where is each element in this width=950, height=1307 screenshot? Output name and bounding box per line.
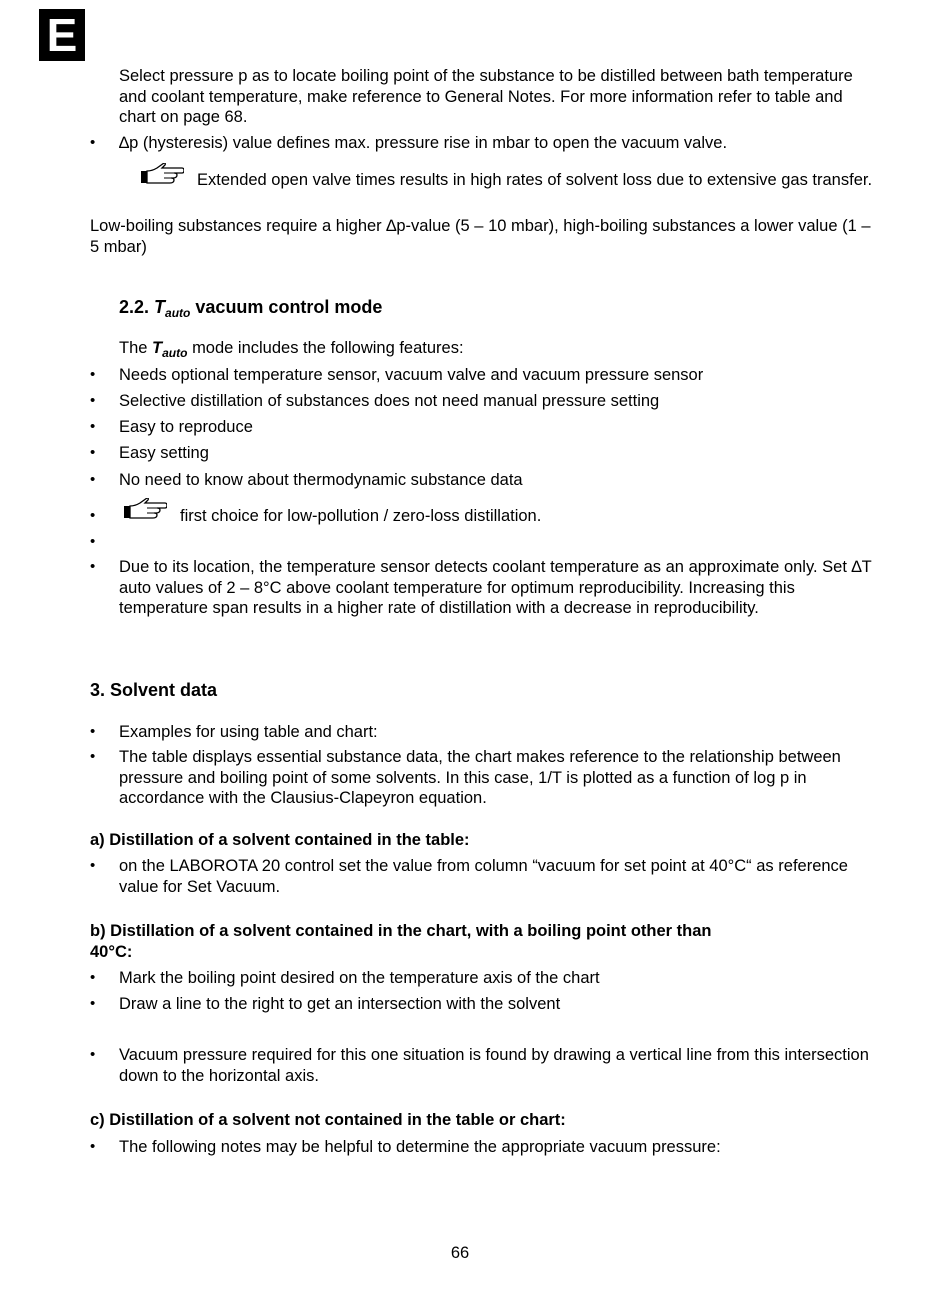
bullet-dot: • xyxy=(90,366,96,383)
heading-number: 2.2. xyxy=(119,297,150,317)
pointing-hand-icon xyxy=(140,163,190,187)
section-2-2-heading xyxy=(119,297,819,324)
heading-sub: auto xyxy=(165,306,191,320)
subsection-a-text: on the LABOROTA 20 control set the value from column “vacuum for set point at 40°C“ as reference value for Set Vacuum. xyxy=(119,857,848,896)
subsection-b-text: Vacuum pressure required for this one situation is found by drawing a vertical line from this intersection down to the horizontal axis. xyxy=(119,1046,869,1085)
solvent-bullet-text: The table displays essential substance data, the chart makes reference to the relationship between pressure and boiling point of some solvents. In this case, 1/T is plotted as a function of log p in accordance with the Clausius-Clapeyron equation. xyxy=(119,748,841,807)
list-item xyxy=(90,391,880,412)
list-item xyxy=(90,470,880,491)
list-item xyxy=(90,856,880,898)
list-item xyxy=(90,1045,880,1087)
bullet-dot: • xyxy=(90,134,96,151)
page-number: 66 xyxy=(450,1244,470,1262)
bullet-dot: • xyxy=(90,558,96,575)
subsection-c-text: The following notes may be helpful to determine the appropriate vacuum pressure: xyxy=(119,1138,721,1156)
list-item xyxy=(90,365,880,386)
location-note-text: Due to its location, the temperature sensor detects coolant temperature as an approximate only. Set ∆T auto values of 2 – 8°C above coolant temperature for optimum reproducibility. Increasing this temperature span results in a higher rate of distillation with a decrease in reproducibility. xyxy=(119,558,872,617)
feature-text: Selective distillation of substances does not need manual pressure setting xyxy=(119,392,660,410)
list-item xyxy=(90,747,880,810)
first-choice-text: first choice for low-pollution / zero-loss distillation. xyxy=(180,507,542,525)
subsection-a-heading: a) Distillation of a solvent contained in the table: xyxy=(90,831,470,849)
subsection-b-heading: b) Distillation of a solvent contained in the chart, with a boiling point other than 40°C: xyxy=(90,922,712,961)
intro-T: T xyxy=(152,339,163,357)
hysteresis-text: ∆p (hysteresis) value defines max. pressure rise in mbar to open the vacuum valve. xyxy=(119,134,728,152)
section-3-heading: 3. Solvent data xyxy=(90,680,218,700)
intro-rest: mode includes the following features: xyxy=(192,339,464,357)
intro-paragraph: Select pressure p as to locate boiling point of the substance to be distilled between bath temperature and coolant temperature, make reference to General Notes. For more information refer to table and chart on page 68. xyxy=(119,67,853,126)
bullet-dot: • xyxy=(90,392,96,409)
bullet-dot: • xyxy=(90,471,96,488)
bullet-dot: • xyxy=(90,444,96,461)
bullet-dot: • xyxy=(90,995,96,1012)
low-boiling-paragraph: Low-boiling substances require a higher ∆p-value (5 – 10 mbar), high-boiling substances a lower value (1 – 5 mbar) xyxy=(90,217,871,256)
heading-T: T xyxy=(154,297,166,317)
list-item xyxy=(90,506,880,530)
bullet-dot: • xyxy=(90,857,96,874)
subsection-c-heading: c) Distillation of a solvent not contained in the table or chart: xyxy=(90,1111,566,1129)
list-item xyxy=(90,994,880,1015)
bullet-dot: • xyxy=(90,533,96,550)
list-item xyxy=(90,532,120,553)
section-2-2-intro xyxy=(119,338,819,364)
list-item xyxy=(90,443,880,464)
language-badge: E xyxy=(39,9,85,61)
heading-rest: vacuum control mode xyxy=(195,297,383,317)
bullet-dot: • xyxy=(90,748,96,765)
list-item xyxy=(90,1137,880,1158)
list-item xyxy=(90,722,880,743)
pointing-hand-icon xyxy=(123,498,167,524)
feature-text: No need to know about thermodynamic substance data xyxy=(119,471,523,489)
feature-text: Easy setting xyxy=(119,444,209,462)
intro-the: The xyxy=(119,339,148,357)
intro-sub: auto xyxy=(162,346,188,360)
subsection-b-text: Draw a line to the right to get an intersection with the solvent xyxy=(119,995,561,1013)
bullet-dot: • xyxy=(90,1046,96,1063)
feature-text: Needs optional temperature sensor, vacuum valve and vacuum pressure sensor xyxy=(119,366,704,384)
subsection-b-text: Mark the boiling point desired on the temperature axis of the chart xyxy=(119,969,600,987)
list-item xyxy=(90,968,880,989)
solvent-bullet-text: Examples for using table and chart: xyxy=(119,723,378,741)
list-item xyxy=(90,133,880,154)
bullet-dot: • xyxy=(90,418,96,435)
bullet-dot: • xyxy=(90,723,96,740)
feature-text: Easy to reproduce xyxy=(119,418,253,436)
list-item xyxy=(90,417,880,438)
note-text: Extended open valve times results in high rates of solvent loss due to extensive gas transfer. xyxy=(197,171,873,189)
bullet-dot: • xyxy=(90,507,96,524)
bullet-dot: • xyxy=(90,969,96,986)
list-item xyxy=(90,557,880,641)
bullet-dot: • xyxy=(90,1138,96,1155)
